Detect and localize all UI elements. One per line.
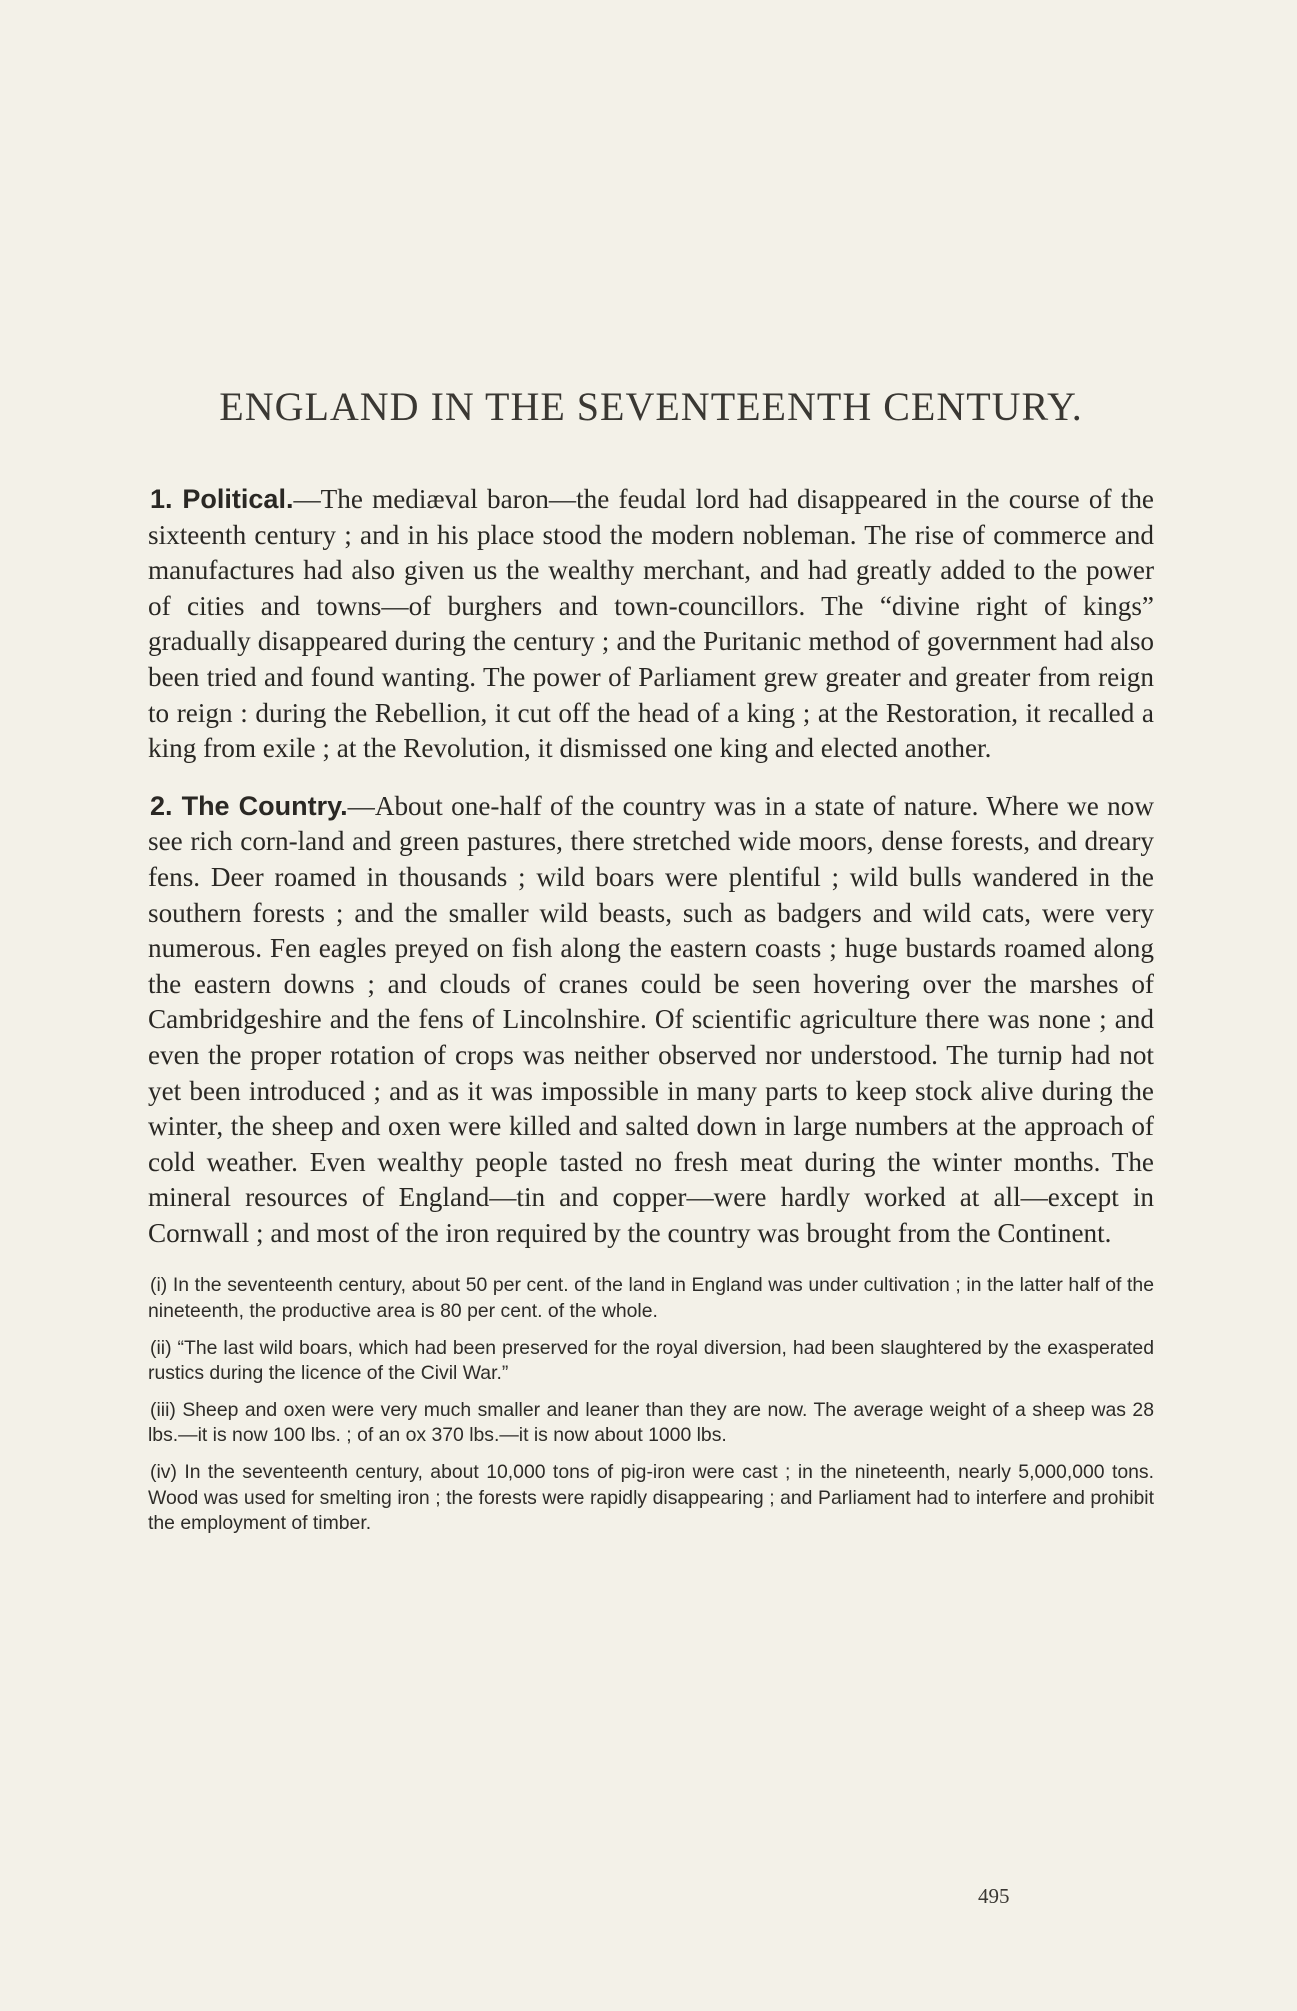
footnote-number: (iii) [150, 1398, 176, 1421]
footnote-number: (iv) [150, 1461, 177, 1484]
footnote-number: (i) [150, 1274, 168, 1297]
footnote-text: Sheep and oxen were very much smaller and leaner than they are now. The average weight of a sheep was 28 lbs.—it is now 100 lbs. ; of an ox 370 lbs.—it is now about 1000 lbs. [148, 1398, 1155, 1447]
footnotes [148, 1273, 1154, 1536]
footnote-text: In the seventeenth century, about 50 per cent. of the land in England was under cultivation ; in the latter half of the nineteenth, the productive area is 80 per cent. of the whole. [148, 1274, 1154, 1323]
page-number: 495 [978, 1884, 1010, 1908]
footnote-text: “The last wild boars, which had been preserved for the royal diversion, had been slaughtered by the exasperated rustics during the licence of the Civil War.” [148, 1336, 1154, 1385]
section-political [148, 482, 1154, 767]
section-country [148, 789, 1154, 1252]
footnote-text: In the seventeenth century, about 10,000 tons of pig-iron were cast ; in the nineteenth, nearly 5,000,000 tons. Wood was used for smelting iron ; the forests were rapidly disappearing ; and Parliament had to interfere and prohibit the employment of timber. [148, 1461, 1155, 1535]
footnote [148, 1460, 1154, 1537]
page-title: ENGLAND IN THE SEVENTEENTH CENTURY. [219, 384, 1083, 429]
section-body-country: —About one-half of the country was in a state of nature. Where we now see rich corn-land and green pastures, there stretched wide moors, dense forests, and dreary fens. Deer roamed in thousands ; wild boars were plentiful ; wild bulls wandered in the southern forests ; and the smaller wild beasts, such as badgers and wild cats, were very numerous. Fen eagles preyed on fish along the eastern coasts ; huge bustards roamed along the eastern downs ; and clouds of cranes could be seen hovering over the marshes of Cambridgeshire and the fens of Lincolnshire. Of scientific agriculture there was none ; and even the proper rotation of crops was neither observed nor understood. The turnip had not yet been introduced ; and as it was impossible in many parts to keep stock alive during the winter, the sheep and oxen were killed and salted down in large numbers at the approach of cold weather. Even wealthy people tasted no fresh meat during the winter months. The mineral resources of England—tin and copper—were hardly worked at all—except in Cornwall ; and most of the iron required by the country was brought from the Continent. [148, 790, 1154, 1248]
book-page [148, 383, 1154, 1548]
section-body-political: —The mediæval baron—the feudal lord had disappeared in the course of the sixteenth century ; and in his place stood the modern nobleman. The rise of commerce and manufactures had also given us the wealthy merchant, and had greatly added to the power of cities and towns—of burghers and town-councillors. The “divine right of kings” gradually disappeared during the century ; and the Puritanic method of government had also been tried and found wanting. The power of Parliament grew greater and greater from reign to reign : during the Rebellion, it cut off the head of a king ; at the Restoration, it recalled a king from exile ; at the Revolution, it dismissed one king and elected another. [148, 484, 1154, 764]
footnote [148, 1273, 1154, 1324]
footnote [148, 1336, 1154, 1387]
section-heading-political: 1. Political. [150, 484, 294, 514]
footnote [148, 1398, 1154, 1449]
footnote-number: (ii) [150, 1336, 172, 1359]
section-heading-country: 2. The Country. [150, 790, 348, 821]
